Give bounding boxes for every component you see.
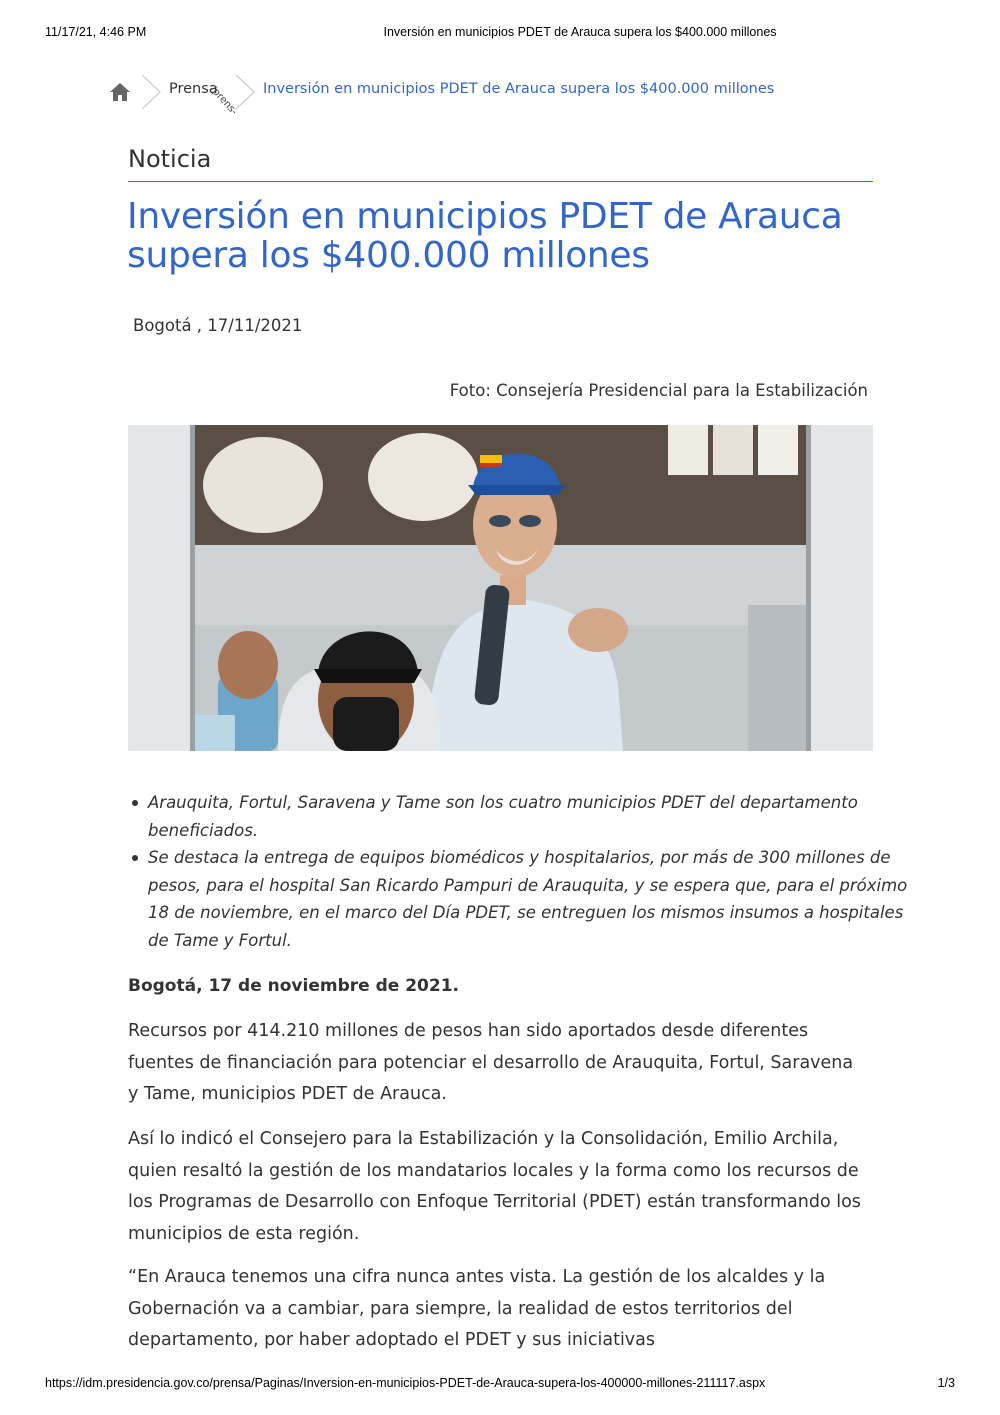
article-paragraph: Recursos por 414.210 millones de pesos han sido aportados desde diferentes fuentes de financiación para potenciar el desarrollo de Arauquita, Fortul, Saravena y Tame, municipios PDET de Arauca. <box>128 1021 854 1104</box>
article-dateline: Bogotá , 17/11/2021 <box>133 316 303 335</box>
section-divider <box>128 181 873 182</box>
home-icon[interactable] <box>108 80 132 104</box>
print-doc-title: Inversión en municipios PDET de Arauca supera los $400.000 millones <box>383 25 777 39</box>
article-photo-illustration <box>128 425 873 751</box>
breadcrumb-slug: /prens- <box>207 84 240 118</box>
photo-credit: Foto: Consejería Presidencial para la Estabilización <box>449 381 868 400</box>
breadcrumb <box>108 72 868 118</box>
summary-bullet: Arauquita, Fortul, Saravena y Tame son los cuatro municipios PDET del departamento beneficiados. <box>148 789 908 844</box>
breadcrumb-current[interactable]: Inversión en municipios PDET de Arauca supera los $400.000 millones <box>263 81 775 97</box>
print-footer <box>0 1376 1000 1394</box>
print-url: https://idm.presidencia.gov.co/prensa/Paginas/Inversion-en-municipios-PDET-de-Arauca-supera-los-400000-millones-211117.aspx <box>45 1376 766 1390</box>
article-lead: Bogotá, 17 de noviembre de 2021. <box>128 976 459 996</box>
breadcrumb-separator-icon <box>140 74 162 110</box>
print-header <box>0 25 1000 43</box>
article-paragraph: Así lo indicó el Consejero para la Estabilización y la Consolidación, Emilio Archila, quien resaltó la gestión de los mandatarios locales y la forma como los recursos de los Programas de Desarrollo con Enfoque Territorial (PDET) están transformando los municipios de esta región. <box>128 1129 861 1244</box>
breadcrumb-prensa[interactable]: Prensa <box>169 81 218 97</box>
summary-bullet: Se destaca la entrega de equipos biomédicos y hospitalarios, por más de 300 millones de pesos, para el hospital San Ricardo Pampuri de Arauquita, y se espera que, para el próximo 18 de noviembre, en el marco del Día PDET, se entreguen los mismos insumos a hospitales de Tame y Fortul. <box>148 844 908 954</box>
article-title: Inversión en municipios PDET de Arauca supera los $400.000 millones <box>127 196 843 276</box>
summary-bullets <box>128 789 908 954</box>
print-page-number: 1/3 <box>937 1376 955 1390</box>
section-label: Noticia <box>128 145 212 173</box>
breadcrumb-separator-icon <box>234 74 256 110</box>
print-datetime: 11/17/21, 4:46 PM <box>45 25 147 39</box>
article-photo <box>128 425 873 751</box>
article-paragraph: “En Arauca tenemos una cifra nunca antes vista. La gestión de los alcaldes y la Gobernación va a cambiar, para siempre, la realidad de estos territorios del departamento, por haber adoptado el PDET y sus iniciativas <box>128 1267 826 1350</box>
